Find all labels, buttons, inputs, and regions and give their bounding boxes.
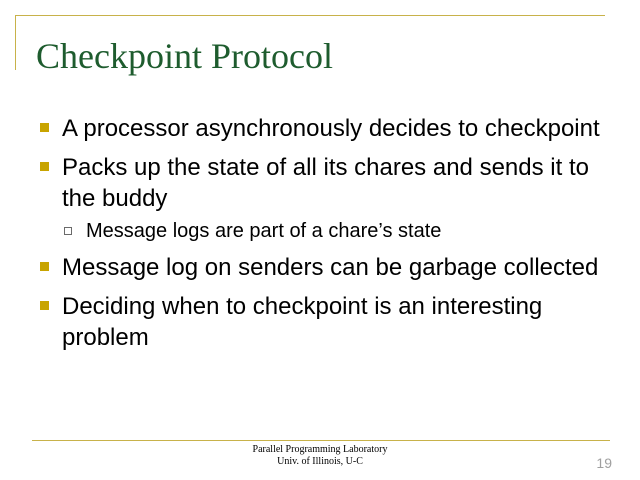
slide-title: Checkpoint Protocol [36, 36, 333, 76]
bullet-item [36, 152, 606, 214]
bullet-item [36, 113, 606, 144]
top-decorative-rule [15, 15, 605, 16]
footer-rule [32, 440, 610, 441]
bullet-text: A processor asynchronously decides to checkpoint [62, 115, 600, 142]
bullet-item [36, 291, 606, 353]
filled-square-bullet-icon [40, 162, 49, 171]
sub-bullet-text: Message logs are part of a chare’s state [86, 220, 442, 242]
filled-square-bullet-icon [40, 301, 49, 310]
sub-bullet-item [62, 218, 606, 244]
bullet-list [36, 113, 606, 361]
footer-line-lab: Parallel Programming Laboratory [252, 444, 388, 455]
bullet-text: Message log on senders can be garbage collected [62, 254, 599, 281]
filled-square-bullet-icon [40, 123, 49, 132]
footer-credits [0, 444, 640, 468]
page-number: 19 [596, 455, 612, 471]
hollow-square-bullet-icon [64, 227, 72, 235]
bullet-text: Deciding when to checkpoint is an interesting problem [62, 293, 543, 351]
bullet-text: Packs up the state of all its chares and sends it to the buddy [62, 154, 589, 212]
bullet-item [36, 252, 606, 283]
filled-square-bullet-icon [40, 262, 49, 271]
left-decorative-rule [15, 15, 16, 70]
footer-line-university: Univ. of Illinois, U-C [277, 456, 363, 467]
